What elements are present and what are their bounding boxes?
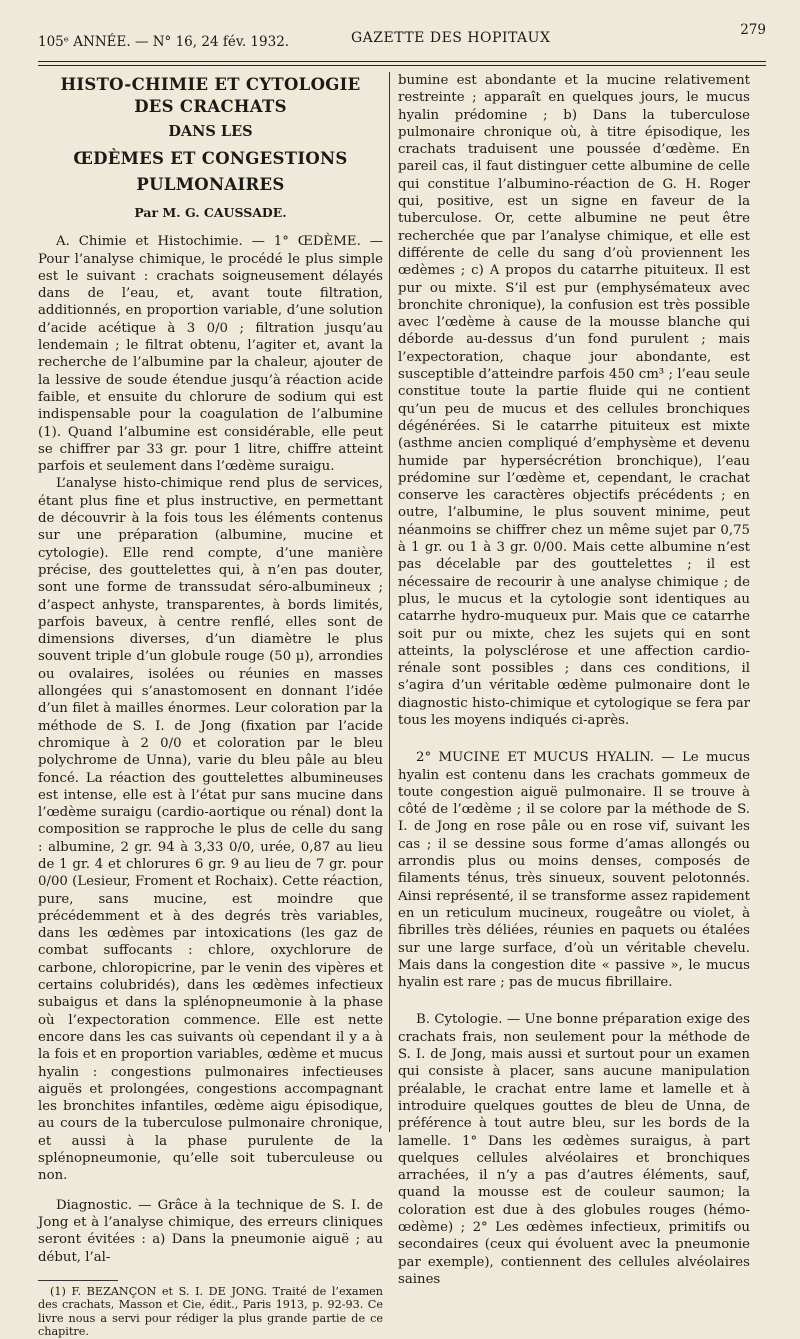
right-column (398, 72, 750, 1288)
paragraph-histochemistry: L’analyse histo-chimique rend plus de services, étant plus fine et plus instructive, en permettant de découvrir à la fois tous les éléments contenus sur une préparation (albumine, mucine et cytologie). Elle rend compte, d’une manière précise, des gouttelettes qui, à n’en pas douter, sont une forme de transsudat séro-albumineux ; d’aspect anhyste, transparentes, à bords limités, parfois baveux, à centre renflé, elles sont de dimensions diverses, d’un diamètre le plus souvent triple d’un globule rouge (50 µ), arrondies ou ovalaires, isolées ou réunies en masses allongées qui s’anastomosent en donnant l’idée d’un filet à mailles énormes. Leur coloration par la méthode de S. I. de Jong (fixation par l’acide chromique à 2 0/0 et coloration par le bleu polychrome de Unna), varie du bleu pâle au bleu foncé. La réaction des gouttelettes albumineuses est intense, elle est à l’état pur sans mucine dans l’œdème suraigu (cardio-aortique ou rénal) dont la composition se rapproche le plus de celle du sang : albumine, 2 gr. 94 à 3,33 0/0, urée, 0,87 au lieu de 1 gr. 4 et chlorures 6 gr. 9 au lieu de 7 gr. pour 0/00 (Lesieur, Froment et Rochaix). Cette réaction, pure, sans mucine, est moindre que précédemment et à des degrés très variables, dans les œdèmes par intoxications (les gaz de combat suffocants : chlore, oxychlorure de carbone, chloropicrine, par le venin des vipères et certains colubridés), dans les œdèmes infectieux subaigus et dans la splénopneumonie à la phase où l’expectoration commence. Elle est nette encore dans les cas suivants où cependant il y a à la fois et en proportion variables, œdème et mucus hyalin : congestions pulmonaires infectieuses aiguës et prolongées, congestions accompagnant les bronchites infantiles, œdème aigu épisodique, au cours de la tuberculose pulmonaire chronique, et aussi à la phase purulente de la splénopneumonie, qu’elle soit tuberculeuse ou non. (38, 476, 383, 1184)
article-title-line3: ŒDÈMES ET CONGESTIONS PULMONAIRES (73, 149, 348, 194)
footnote-rule (38, 1280, 118, 1281)
page-header (38, 22, 766, 50)
article-title-line2: DANS LES (168, 123, 253, 140)
paragraph-chemistry: A. Chimie et Histochimie. — 1° ŒDÈME. — Pour l’analyse chimique, le procédé le plus simple est le suivant : crachats soigneusement délayés dans de l’eau, et, avant toute filtration, additionnés, en proportion variable, d’une solution d’acide acétique à 3 0/0 ; filtration jusqu’au lendemain ; le filtrat obtenu, l’agiter et, avant la recherche de l’albumine par la chaleur, ajouter de la lessive de soude étendue jusqu’à réaction acide faible, et ensuite du chlorure de sodium qui est indispensable pour la coagulation de l’albumine (1). Quand l’albumine est considérable, elle peut se chiffrer par 33 gr. pour 1 litre, chiffre atteint parfois et seulement dans l’œdème suraigu. (38, 234, 383, 475)
article-title-line1: HISTO-CHIMIE ET CYTOLOGIE DES CRACHATS (60, 75, 361, 116)
paragraph-cytology: B. Cytologie. — Une bonne préparation exige des crachats frais, non seulement pour la méthode de S. I. de Jong, mais aussi et surtout pour un examen qui consiste à placer, sans aucune manipulation préalable, le crachat entre lame et lamelle et à introduire quelques gouttes de bleu de Unna, de préférence à tout autre bleu, sur les bords de la lamelle. 1° Dans les œdèmes suraigus, à part quelques cellules alvéolaires et bronchiques arrachées, il n’y a pas d’autres éléments, sauf, quand la mousse est de couleur saumon; la coloration est due à des globules rouges (hémo-œdème) ; 2° Les œdèmes infectieux, primitifs ou secondaires (ceux qui évoluent avec la pneumonie par exemple), contiennent des cellules alvéolaires saines (398, 1012, 750, 1287)
paragraph-diagnostic: Diagnostic. — Grâce à la technique de S. I. de Jong et à l’analyse chimique, des erreurs cliniques seront évitées : a) Dans la pneumonie aiguë ; au début, l’al- (38, 1197, 383, 1265)
article-author: Par M. G. CAUSSADE. (134, 205, 287, 220)
left-column (38, 72, 383, 1339)
column-divider (389, 72, 390, 1132)
spacer (398, 729, 750, 749)
header-rule-top (38, 61, 766, 62)
paragraph-continued: bumine est abondante et la mucine relativement restreinte ; apparaît en quelques jours, le mucus hyalin prédomine ; b) Dans la tuberculose pulmonaire chronique où, à titre épisodique, les crachats traduisent une poussée d’œdème. En pareil cas, il faut distinguer cette albumine de celle qui constitue l’albumino-réaction de G. H. Roger qui, positive, est un signe en faveur de la tuberculose. Or, cette albumine ne peut être recherchée que par l’analyse chimique, et elle est différente de celle du sang d’où proviennent les œdèmes ; c) A propos du catarrhe pituiteux. Il est pur ou mixte. S’il est pur (emphysémateux avec bronchite chronique), la confusion est très possible avec l’œdème à cause de la mousse blanche qui déborde au-dessus d’un fond purulent ; mais l’expectoration, chaque jour abondante, est susceptible d’atteindre parfois 450 cm³ ; l’eau seule constitue toute la partie fluide qui ne contient qu’un peu de mucus et des cellules bronchiques dégénérées. Si le catarrhe pituiteux est mixte (asthme ancien compliqué d’emphysème et devenu humide par hypersécrétion bronchique), l’eau prédomine sur l’œdème et, cependant, le crachat conserve les caractères objectifs précédents ; en outre, l’albumine, le plus souvent minime, peut néanmoins se chiffrer chez un même sujet par 0,75 à 1 gr. ou 1 à 3 gr. 0/00. Mais cette albumine n’est pas décelable par des gouttelettes ; il est nécessaire de recourir à une analyse chimique ; de plus, le mucus et la cytologie sont identiques au catarrhe hydro-muqueux pur. Mais que ce catarrhe soit pur ou mixte, chez les sujets qui en sont atteints, la polysclérose et une affection cardio-rénale sont possibles ; dans ces conditions, il s’agira d’un véritable œdème pulmonaire dont le diagnostic histo-chimique et cytologique se fera par tous les moyens indiqués ci-après. (398, 73, 750, 728)
header-rule-bottom (38, 65, 766, 66)
spacer (398, 991, 750, 1011)
footnote: (1) F. BEZANÇON et S. I. DE JONG. Traité de l’examen des crachats, Masson et Cie, édit., Paris 1913, p. 92-93. Ce livre nous a servi pour rédiger la plus grande partie de ce chapitre. (38, 1284, 383, 1339)
issue-info: 105ᵉ ANNÉE. — N° 16, 24 fév. 1932. (38, 34, 290, 50)
journal-title: GAZETTE DES HOPITAUX (351, 30, 551, 46)
page-number: 279 (740, 22, 766, 38)
paragraph-mucine: 2° MUCINE ET MUCUS HYALIN. — Le mucus hyalin est contenu dans les crachats gommeux de toute congestion aiguë pulmonaire. Il se trouve à côté de l’œdème ; il se colore par la méthode de S. I. de Jong en rose pâle ou en rose vif, suivant les cas ; il se dessine sous forme d’amas allongés ou arrondis plus ou moins denses, composés de filaments ténus, très sinueux, souvent pelotonnés. Ainsi représenté, il se transforme assez rapidement en un reticulum mucineux, rougeâtre ou violet, à fibrilles très déliées, réunies en paquets ou étalées sur une large surface, d’où un véritable chevelu. Mais dans la congestion dite « passive », le mucus hyalin est rare ; pas de mucus fibrillaire. (398, 750, 750, 991)
spacer (38, 1185, 383, 1197)
